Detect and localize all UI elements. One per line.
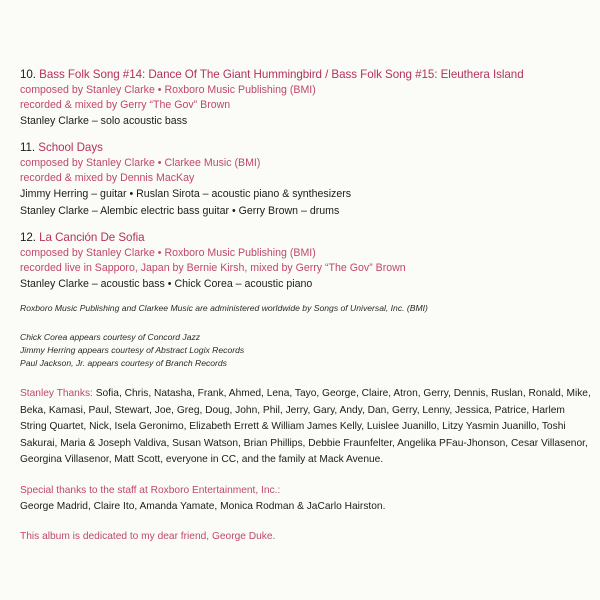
dedication: This album is dedicated to my dear friend, George Duke. — [20, 530, 276, 542]
personnel-line: Stanley Clarke – Alembic electric bass guitar • Gerry Brown – drums — [20, 205, 340, 217]
courtesy-line: Chick Corea appears courtesy of Concord Jazz — [20, 332, 201, 342]
track-number: 11. — [20, 141, 36, 154]
track-heading — [20, 139, 592, 156]
track-11 — [20, 139, 592, 220]
track-10 — [20, 66, 592, 130]
track-title: La Canción De Sofia — [39, 231, 145, 244]
track-12 — [20, 229, 592, 293]
track-title: School Days — [38, 141, 103, 154]
publishing-admin-notice: Roxboro Music Publishing and Clarkee Music are administered worldwide by Songs of Universal, Inc. (BMI) — [20, 303, 428, 313]
recording-credit: recorded & mixed by Gerry “The Gov” Brown — [20, 99, 231, 111]
composer-credit: composed by Stanley Clarke • Roxboro Music Publishing (BMI) — [20, 84, 316, 96]
personnel-line: Jimmy Herring – guitar • Ruslan Sirota – acoustic piano & synthesizers — [20, 188, 352, 200]
track-number: 10. — [20, 68, 36, 81]
recording-credit: recorded & mixed by Dennis MacKay — [20, 172, 195, 184]
liner-notes-page — [20, 66, 592, 545]
personnel-line: Stanley Clarke – acoustic bass • Chick Corea – acoustic piano — [20, 278, 313, 290]
special-thanks-heading: Special thanks to the staff at Roxboro Entertainment, Inc.: — [20, 484, 281, 496]
track-heading — [20, 229, 592, 246]
thanks-names: Sofia, Chris, Natasha, Frank, Ahmed, Lena, Tayo, George, Claire, Atron, Gerry, Dennis, Ruslan, Ronald, Mike, Beka, Kamasi, Paul, Stewart, Joe, Greg, Doug, John, Phil, Jerry, Gary, Andy, Dan, Gerry, Lenny, Jessica, Patrice, Harlem String Quartet, Nick, Isela Geronimo, Elizabeth Errett & William James Kelly, Luislee Juanillo, Litzy Yasmin Juanillo, Toshi Sakurai, Maria & Joseph Valdiva, Susan Watson, Brian Phillips, Debbie Fraunfelter, Angelika PFau-Jhonson, Cesar Villasenor, Georgina Villasenor, Matt Scott, everyone in CC, and the family at Mack Avenue. — [20, 388, 591, 466]
composer-credit: composed by Stanley Clarke • Clarkee Music (BMI) — [20, 157, 261, 169]
recording-credit: recorded live in Sapporo, Japan by Bernie Kirsh, mixed by Gerry “The Gov” Brown — [20, 262, 406, 274]
special-thanks — [20, 483, 592, 515]
thanks-lead: Stanley Thanks: — [20, 388, 93, 399]
thanks-paragraph — [20, 386, 592, 469]
track-number: 12. — [20, 231, 36, 244]
track-heading — [20, 66, 592, 83]
track-title: Bass Folk Song #14: Dance Of The Giant Hummingbird / Bass Folk Song #15: Eleuthera Island — [39, 68, 524, 81]
courtesy-line: Paul Jackson, Jr. appears courtesy of Branch Records — [20, 358, 227, 368]
courtesy-credits — [20, 331, 592, 370]
special-thanks-names: George Madrid, Claire Ito, Amanda Yamate, Monica Rodman & JaCarlo Hairston. — [20, 500, 386, 512]
personnel-line: Stanley Clarke – solo acoustic bass — [20, 115, 188, 127]
courtesy-line: Jimmy Herring appears courtesy of Abstract Logix Records — [20, 345, 245, 355]
composer-credit: composed by Stanley Clarke • Roxboro Music Publishing (BMI) — [20, 247, 316, 259]
